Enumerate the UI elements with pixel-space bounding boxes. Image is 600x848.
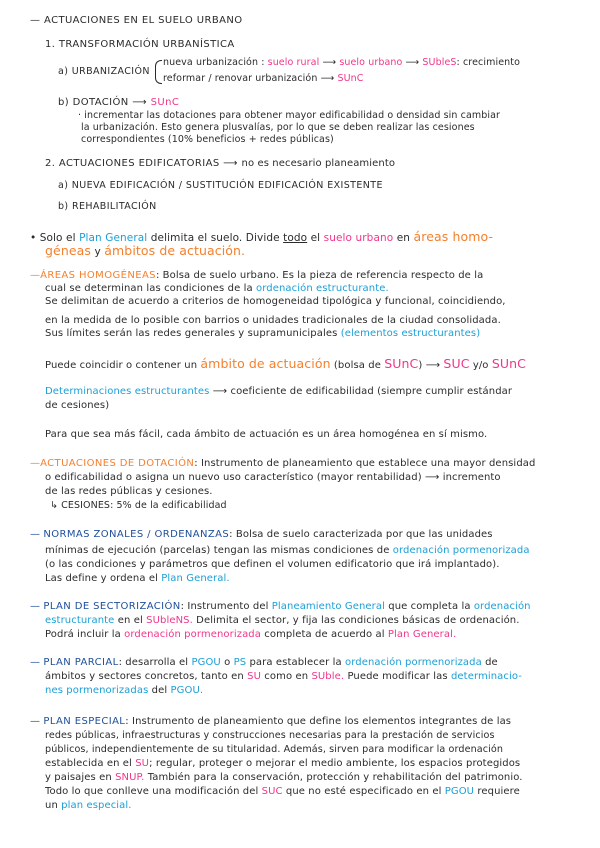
text: en xyxy=(396,232,411,244)
text: como en xyxy=(264,671,309,682)
sector-line-1 xyxy=(30,601,531,613)
areas-line-4: en la medida de lo posible con barrios o unidades tradicionales de la ciudad consolidada. xyxy=(45,315,501,326)
suc-label: SUC xyxy=(261,786,283,797)
ambito-de-actuacion: ámbito de actuación xyxy=(200,356,331,371)
sub-le-ns: SUbleNS. xyxy=(146,615,193,626)
areas-line-3: Se delimitan de acuerdo a criterios de homogeneidad tipológica y funcional, coincidiendo, xyxy=(45,296,506,307)
no-planeamiento-text: no es necesario planeamiento xyxy=(241,158,396,169)
text: ) xyxy=(418,360,423,371)
pgou-label: PGOU xyxy=(444,786,475,797)
urbanizacion-label: a) URBANIZACIÓN xyxy=(58,66,150,77)
parcial-line-1 xyxy=(30,657,498,669)
suc-label: SUC xyxy=(443,356,470,371)
reformar-text: reformar / renovar urbanización xyxy=(163,73,318,84)
text: ; regular, proteger o mejorar el medio ambiente, los espacios protegidos xyxy=(149,758,521,769)
arrow-icon: ⟶ xyxy=(223,158,238,169)
especial-title: PLAN ESPECIAL xyxy=(43,716,126,727)
parcial-line-2 xyxy=(45,671,522,683)
plan-especial: plan especial. xyxy=(61,800,132,811)
text: o edificabilidad o asigna un nuevo uso característico (mayor rentabilidad) xyxy=(45,472,422,483)
normas-line-3: (o las condiciones y parámetros que definen el volumen edificatorio que irá implantado). xyxy=(45,559,500,570)
dotacion-desc-2: la urbanización. Esto genera plusvalías, por lo que se deben realizar las cesiones xyxy=(81,122,475,133)
text: También para la conservación, protección y rehabilitación del patrimonio. xyxy=(147,772,523,783)
ordenacion-label: ordenación xyxy=(473,601,531,612)
especial-line-1 xyxy=(30,716,511,728)
text: : Instrumento de planeamiento que define los elementos integrantes de las xyxy=(125,716,512,727)
plan-general: Plan General xyxy=(79,232,148,244)
arrow-icon: ⟶ xyxy=(320,73,335,84)
text: coeficiente de edificabilidad (siempre cumplir estándar xyxy=(230,386,513,397)
su-label: SU xyxy=(135,758,150,769)
elementos-estructurantes: (elementos estructurantes) xyxy=(340,328,481,339)
text: y xyxy=(94,246,101,258)
determinaciones-estructurantes: Determinaciones estructurantes xyxy=(45,386,210,397)
text: Las define y ordena el xyxy=(45,573,158,584)
text: Podrá incluir la xyxy=(45,629,121,640)
sector-line-3 xyxy=(45,629,456,641)
text: : Instrumento del xyxy=(180,601,269,612)
text: que completa la xyxy=(388,601,471,612)
text: Puede modificar las xyxy=(347,671,448,682)
plan-general-line-2 xyxy=(45,244,245,258)
normas-line-4 xyxy=(45,573,230,585)
text: Solo el xyxy=(39,232,76,244)
sunc-label: SUnC xyxy=(150,97,180,108)
text: que no esté especificado en el xyxy=(285,786,442,797)
areas-para-3 xyxy=(45,386,512,398)
dotacion-line-1 xyxy=(30,458,535,470)
dotacion-label xyxy=(58,97,179,109)
text: : desarrolla el xyxy=(118,657,189,668)
nueva-edificacion: a) NUEVA EDIFICACIÓN / SUSTITUCIÓN EDIFICACIÓN EXISTENTE xyxy=(58,180,383,191)
dotacion-line-3: de las redes públicas y cesiones. xyxy=(45,486,213,497)
text: del xyxy=(151,685,168,696)
section-dash: — xyxy=(30,458,41,469)
section-1-title: 1. TRANSFORMACIÓN URBANÍSTICA xyxy=(45,39,235,50)
arrow-icon: ⟶ xyxy=(132,97,148,108)
especial-line-4 xyxy=(45,758,520,770)
sector-line-2 xyxy=(45,615,520,627)
dotacion-title: ACTUACIONES DE DOTACIÓN xyxy=(40,458,195,469)
text: delimita el suelo. Divide xyxy=(150,232,280,244)
heading-title: ACTUACIONES EN EL SUELO URBANO xyxy=(44,15,243,26)
areas-para-2 xyxy=(45,357,526,372)
text: un xyxy=(45,800,58,811)
section-dash: — xyxy=(30,270,41,281)
text: requiere xyxy=(477,786,520,797)
sunc-label: SUnC xyxy=(491,356,526,371)
rehabilitacion: b) REHABILITACIÓN xyxy=(58,201,157,212)
text: y paisajes en xyxy=(45,772,112,783)
normas-line-2 xyxy=(45,545,530,557)
ordenacion-pormenorizada: ordenación pormenorizada xyxy=(124,629,261,640)
determinaciones: determinacio- xyxy=(450,671,522,682)
text: para establecer la xyxy=(249,657,342,668)
ambitos-de-actuacion: ámbitos de actuación. xyxy=(104,243,246,258)
suelo-urbano: suelo urbano xyxy=(339,57,403,68)
section-dash: — xyxy=(30,716,41,727)
plan-general: Plan General. xyxy=(161,573,230,584)
text: en el xyxy=(117,615,143,626)
text: : Instrumento de planeamiento que establece una mayor densidad xyxy=(194,458,536,469)
dotacion-text: b) DOTACIÓN xyxy=(58,97,129,108)
text: y/o xyxy=(472,360,489,371)
dotacion-line-2 xyxy=(45,472,501,484)
text: Todo lo que conlleve una modificación del xyxy=(45,786,259,797)
especial-line-6 xyxy=(45,786,520,798)
bullet-icon: • xyxy=(30,232,37,244)
crecimiento-text: : crecimiento xyxy=(456,57,520,68)
areas-homogeneas-2: géneas xyxy=(45,243,92,258)
areas-line-1 xyxy=(30,270,483,282)
arrow-icon: ⟶ xyxy=(212,386,228,397)
section-2-title xyxy=(45,158,395,170)
text: de xyxy=(485,657,498,668)
text: establecida en el xyxy=(45,758,132,769)
text: completa de acuerdo al xyxy=(264,629,385,640)
text: mínimas de ejecución (parcelas) tengan las mismas condiciones de xyxy=(45,545,390,556)
pgou-label: PGOU. xyxy=(170,685,204,696)
especial-line-2: redes públicas, infraestructuras y construcciones necesarias para la prestación de servicios xyxy=(45,730,495,741)
planeamiento-general: Planeamiento General xyxy=(271,601,385,612)
especial-line-3: públicos, independientemente de su titularidad. Además, sirven para modificar la ordenación xyxy=(45,744,504,755)
arrow-icon: ⟶ xyxy=(322,57,337,68)
text: Puede coincidir o contener un xyxy=(45,360,198,371)
dotacion-desc-1: · incrementar las dotaciones para obtener mayor edificabilidad o densidad sin cambiar xyxy=(78,110,501,121)
sub-le-s: SUbleS xyxy=(422,57,457,68)
text: cual se determinan las condiciones de la xyxy=(45,283,253,294)
ordenacion-pormenorizada: ordenación pormenorizada xyxy=(345,657,482,668)
text: incremento xyxy=(442,472,501,483)
ps-label: PS xyxy=(233,657,247,668)
urbanizacion-line-2 xyxy=(163,73,363,85)
text: : Bolsa de suelo caracterizada por que las unidades xyxy=(229,529,493,540)
areas-line-2 xyxy=(45,283,389,295)
edificatorias-text: 2. ACTUACIONES EDIFICATORIAS xyxy=(45,158,220,169)
text: Delimita el sector, y fija las condiciones básicas de ordenación. xyxy=(196,615,520,626)
plan-general: Plan General. xyxy=(387,629,457,640)
areas-title: ÁREAS HOMOGÉNEAS xyxy=(40,270,156,281)
areas-homogeneas: áreas homo- xyxy=(413,229,494,244)
arrow-icon: ⟶ xyxy=(425,360,441,371)
areas-para-3b: de cesiones) xyxy=(45,400,110,411)
pgou-label: PGOU xyxy=(191,657,221,668)
parcial-line-3 xyxy=(45,685,203,697)
dotacion-desc-3: correspondientes (10% beneficios + redes públicas) xyxy=(81,134,334,145)
suble-label: SUble. xyxy=(311,671,345,682)
pormenorizadas: nes pormenorizadas xyxy=(45,685,149,696)
section-dash: — xyxy=(30,529,41,540)
brace-icon xyxy=(155,60,162,84)
main-heading xyxy=(30,15,242,27)
text: Sus límites serán las redes generales y supramunicipales xyxy=(45,328,338,339)
suelo-urbano: suelo urbano xyxy=(323,232,394,244)
ordenacion-pormenorizada: ordenación pormenorizada xyxy=(392,545,530,556)
normas-line-1 xyxy=(30,529,493,541)
normas-title: NORMAS ZONALES / ORDENANZAS xyxy=(43,529,230,540)
text: (bolsa de xyxy=(333,360,381,371)
text: el xyxy=(310,232,321,244)
arrow-icon: ⟶ xyxy=(424,472,440,483)
text: : Bolsa de suelo urbano. Es la pieza de referencia respecto de la xyxy=(155,270,484,281)
sunc-label: SUnC xyxy=(384,356,419,371)
arrow-icon: ⟶ xyxy=(405,57,420,68)
urbanizacion-line-1 xyxy=(163,57,520,69)
section-dash: — xyxy=(30,657,41,668)
todo-underlined: todo xyxy=(283,232,308,244)
sunc-label: SUnC xyxy=(337,73,364,84)
sector-title: PLAN DE SECTORIZACIÓN xyxy=(43,601,181,612)
estructurante: estructurante xyxy=(45,615,115,626)
plan-general-line-1 xyxy=(30,230,493,244)
su-label: SU xyxy=(247,671,262,682)
areas-line-5 xyxy=(45,328,480,340)
areas-para-4: Para que sea más fácil, cada ámbito de actuación es un área homogénea en sí mismo. xyxy=(45,429,488,440)
nueva-urbanizacion-text: nueva urbanización : xyxy=(163,57,265,68)
section-dash: — xyxy=(30,601,41,612)
ordenacion-estructurante: ordenación estructurante. xyxy=(256,283,389,294)
especial-line-5 xyxy=(45,772,523,784)
heading-dash: — xyxy=(30,15,41,26)
text: ámbitos y sectores concretos, tanto en xyxy=(45,671,244,682)
especial-line-7 xyxy=(45,800,132,812)
text: o xyxy=(224,657,231,668)
suelo-rural: suelo rural xyxy=(267,57,320,68)
cesiones-line: ↳ CESIONES: 5% de la edificabilidad xyxy=(50,500,227,511)
parcial-title: PLAN PARCIAL xyxy=(43,657,119,668)
snup-label: SNUP. xyxy=(115,772,145,783)
